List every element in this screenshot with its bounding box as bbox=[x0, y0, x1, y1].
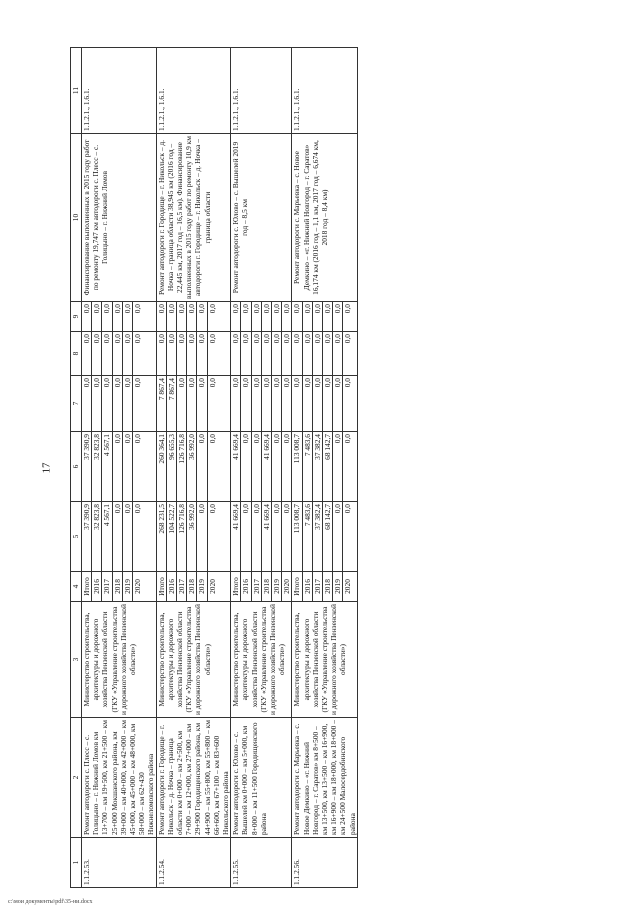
table-row bbox=[292, 48, 357, 888]
regional-budget-value: 260 364,1 bbox=[157, 432, 167, 501]
column-number: 7 bbox=[71, 376, 82, 432]
column-number: 11 bbox=[71, 48, 82, 134]
other-sources-value: 0,0 bbox=[166, 302, 176, 331]
expected-result: Ремонт автодороги г. Городище – г. Никольск – д. Ночка – граница области 38,945 км (2016 год – 22,445 км, 2017 год – 16,5 км). Финансирование выполненных в 2015 году работ по ремонту 10,9 км автодороги г. Городище – г. Никольск – д. Ночка – граница области bbox=[156, 134, 231, 302]
federal-budget-value: 0,0 bbox=[261, 376, 271, 431]
year bbox=[231, 572, 292, 602]
regional-budget-value: 32 823,8 bbox=[92, 432, 102, 501]
total-amount-value: 268 231,5 bbox=[157, 502, 167, 571]
regional-budget-value: 0,0 bbox=[197, 432, 207, 501]
year-value: 2016 bbox=[302, 572, 312, 601]
federal-budget-value: 0,0 bbox=[272, 376, 282, 431]
total-amount-value: 126 716,8 bbox=[177, 502, 187, 571]
federal-budget-value: 0,0 bbox=[231, 376, 241, 431]
year bbox=[156, 572, 231, 602]
local-budget bbox=[231, 332, 292, 376]
measure-name: Ремонт автодороги с. Плесс – с. Голицыно – г. Нижний Ломов км 13+700 – км 19+500, км 21+500 – км 25+000 Мокшанского района, км 39+000 – км 40+000, км 42+000 – км 45+000, км 45+000 – км 48+000, км 58+000 – км 62+430 Нижнеломовского района bbox=[82, 718, 157, 838]
local-budget-value: 0,0 bbox=[207, 334, 217, 344]
other-sources-value: 0,0 bbox=[112, 302, 122, 331]
task-numbers: 1.1.2.1., 1.6.1. bbox=[231, 48, 292, 134]
total-amount-value: 0,0 bbox=[197, 502, 207, 571]
local-budget-value: 0,0 bbox=[282, 334, 292, 344]
total-amount-value: 37 382,4 bbox=[312, 502, 322, 571]
federal-budget bbox=[231, 376, 292, 432]
other-sources-value: 0,0 bbox=[343, 304, 353, 314]
other-sources-value: 0,0 bbox=[251, 302, 261, 331]
year-value: Итого bbox=[82, 572, 92, 601]
table-row bbox=[231, 48, 292, 888]
year-value: 2020 bbox=[207, 579, 217, 594]
year-value: 2016 bbox=[166, 572, 176, 601]
other-sources bbox=[231, 302, 292, 332]
local-budget-value: 0,0 bbox=[187, 332, 197, 375]
regional-budget-value: 96 655,3 bbox=[166, 432, 176, 501]
other-sources-value: 0,0 bbox=[302, 302, 312, 331]
year-value: 2017 bbox=[102, 572, 112, 601]
year bbox=[82, 572, 157, 602]
local-budget-value: 0,0 bbox=[82, 332, 92, 375]
federal-budget bbox=[156, 376, 231, 432]
local-budget-value: 0,0 bbox=[102, 332, 112, 375]
local-budget-value: 0,0 bbox=[272, 332, 282, 375]
regional-budget-value: 36 992,0 bbox=[187, 432, 197, 501]
regional-budget-value: 0,0 bbox=[282, 434, 292, 444]
total-amount-value: 0,0 bbox=[343, 504, 353, 514]
measure-name: Ремонт автодороги г. Городище – г. Никольск – д. Ночка – граница области км 0+000 – км 2+500, км 7+000 – км 12+000, км 27+000 – км 29+900 Городищенского района, км 44+900 – км 55+800, км 55+800 – км 66+600, км 67+100 – км 83+600 Никольского района bbox=[156, 718, 231, 838]
regional-budget-value: 0,0 bbox=[333, 432, 343, 501]
column-number: 6 bbox=[71, 432, 82, 502]
other-sources-value: 0,0 bbox=[231, 302, 241, 331]
regional-budget-value: 0,0 bbox=[272, 432, 282, 501]
rotated-table-page bbox=[70, 48, 640, 888]
other-sources-value: 0,0 bbox=[323, 302, 333, 331]
other-sources-value: 0,0 bbox=[82, 302, 92, 331]
task-numbers: 1.1.2.1., 1.6.1. bbox=[292, 48, 357, 134]
federal-budget-value: 0,0 bbox=[187, 376, 197, 431]
other-sources-value: 0,0 bbox=[207, 304, 217, 314]
federal-budget-value: 0,0 bbox=[82, 376, 92, 431]
total-amount-value: 7 483,6 bbox=[302, 502, 312, 571]
year-value: 2019 bbox=[197, 572, 207, 601]
table-row bbox=[156, 48, 231, 888]
federal-budget-value: 0,0 bbox=[292, 376, 302, 431]
federal-budget-value: 0,0 bbox=[241, 376, 251, 431]
year-value: 2017 bbox=[312, 572, 322, 601]
other-sources bbox=[82, 302, 157, 332]
total-amount-value: 0,0 bbox=[207, 504, 217, 514]
responsible-executor: Министерство строительства, архитектуры и дорожного хозяйства Пензенской области (ГКУ «Управление строительства и дорожного хозяйства Пензенской области») bbox=[82, 602, 157, 718]
local-budget-value: 0,0 bbox=[343, 334, 353, 344]
regional-budget-value: 0,0 bbox=[112, 432, 122, 501]
federal-budget-value: 0,0 bbox=[251, 376, 261, 431]
year-value: 2018 bbox=[112, 572, 122, 601]
other-sources-value: 0,0 bbox=[282, 304, 292, 314]
other-sources-value: 0,0 bbox=[272, 302, 282, 331]
column-number-row bbox=[71, 48, 82, 888]
local-budget-value: 0,0 bbox=[166, 332, 176, 375]
federal-budget-value: 0,0 bbox=[112, 376, 122, 431]
year bbox=[292, 572, 357, 602]
other-sources bbox=[156, 302, 231, 332]
federal-budget-value: 0,0 bbox=[207, 378, 217, 388]
year-value: 2017 bbox=[251, 572, 261, 601]
local-budget-value: 0,0 bbox=[302, 332, 312, 375]
responsible-executor: Министерство строительства, архитектуры и дорожного хозяйства Пензенской области (ГКУ «Управление строительства и дорожного хозяйства Пензенской области») bbox=[156, 602, 231, 718]
federal-budget bbox=[292, 376, 357, 432]
federal-budget-value: 7 867,4 bbox=[166, 376, 176, 431]
local-budget-value: 0,0 bbox=[157, 332, 167, 375]
year-value: Итого bbox=[231, 572, 241, 601]
regional-budget bbox=[82, 432, 157, 502]
other-sources-value: 0,0 bbox=[261, 302, 271, 331]
regional-budget-value: 126 716,8 bbox=[177, 432, 187, 501]
year-value: Итого bbox=[157, 572, 167, 601]
local-budget-value: 0,0 bbox=[122, 332, 132, 375]
total-amount-value: 0,0 bbox=[133, 504, 143, 514]
year-value: 2016 bbox=[92, 572, 102, 601]
year-value: 2019 bbox=[272, 572, 282, 601]
regional-budget bbox=[231, 432, 292, 502]
local-budget-value: 0,0 bbox=[177, 332, 187, 375]
total-amount bbox=[156, 502, 231, 572]
column-number: 4 bbox=[71, 572, 82, 602]
local-budget bbox=[82, 332, 157, 376]
regional-budget-value: 0,0 bbox=[251, 432, 261, 501]
federal-budget-value: 0,0 bbox=[133, 378, 143, 388]
task-numbers: 1.1.2.1., 1.6.1. bbox=[156, 48, 231, 134]
local-budget-value: 0,0 bbox=[112, 332, 122, 375]
column-number: 3 bbox=[71, 602, 82, 718]
local-budget-value: 0,0 bbox=[312, 332, 322, 375]
expected-result: Ремонт автодороги с. Марьевка – с. Новое Демкино – «г. Нижний Новгород – г. Саратов» 16,174 км (2016 год – 1,1 км, 2017 год – 6,674 км, 2018 год – 8,4 км) bbox=[292, 134, 357, 302]
federal-budget bbox=[82, 376, 157, 432]
expected-result: Ремонт автодороги с. Юлово – с. Вышелей 2019 год – 8,5 км bbox=[231, 134, 292, 302]
total-amount-value: 0,0 bbox=[122, 502, 132, 571]
total-amount-value: 0,0 bbox=[112, 502, 122, 571]
measure-name: Ремонт автодороги с. Марьевка – с. Новое Демкино – «г. Нижний Новгород – г. Саратов» км 8+500 – км 13+500, км 13+500 – км 16+900, км 16+900 – км 18+000, км 18+000 – км 24+500 Малосердобинского района bbox=[292, 718, 357, 838]
page-number: 17 bbox=[40, 462, 53, 474]
row-code: 1.1.2.53. bbox=[82, 838, 157, 888]
local-budget-value: 0,0 bbox=[251, 332, 261, 375]
task-numbers: 1.1.2.1., 1.6.1. bbox=[82, 48, 157, 134]
other-sources-value: 0,0 bbox=[292, 302, 302, 331]
regional-budget-value: 0,0 bbox=[133, 434, 143, 444]
regional-budget-value: 37 390,9 bbox=[82, 432, 92, 501]
year-value: 2018 bbox=[323, 572, 333, 601]
other-sources bbox=[292, 302, 357, 332]
federal-budget-value: 0,0 bbox=[343, 378, 353, 388]
total-amount bbox=[292, 502, 357, 572]
year-value: 2018 bbox=[261, 572, 271, 601]
total-amount-value: 68 142,7 bbox=[323, 502, 333, 571]
total-amount-value: 36 992,0 bbox=[187, 502, 197, 571]
regional-budget-value: 4 567,1 bbox=[102, 432, 112, 501]
other-sources-value: 0,0 bbox=[333, 302, 343, 331]
other-sources-value: 0,0 bbox=[102, 302, 112, 331]
year-value: Итого bbox=[292, 572, 302, 601]
program-table bbox=[70, 47, 358, 888]
federal-budget-value: 7 867,4 bbox=[157, 376, 167, 431]
federal-budget-value: 0,0 bbox=[177, 376, 187, 431]
local-budget-value: 0,0 bbox=[197, 332, 207, 375]
other-sources-value: 0,0 bbox=[197, 302, 207, 331]
local-budget-value: 0,0 bbox=[133, 334, 143, 344]
total-amount-value: 0,0 bbox=[251, 502, 261, 571]
column-number: 2 bbox=[71, 718, 82, 838]
local-budget bbox=[292, 332, 357, 376]
footer-file-path: c:\мои документы\pdf\35-ни.docx bbox=[8, 899, 93, 905]
total-amount-value: 41 669,4 bbox=[261, 502, 271, 571]
federal-budget-value: 0,0 bbox=[323, 376, 333, 431]
year-value: 2020 bbox=[282, 579, 292, 594]
regional-budget-value: 113 008,7 bbox=[292, 432, 302, 501]
row-code: 1.1.2.56. bbox=[292, 838, 357, 888]
regional-budget-value: 41 669,4 bbox=[231, 432, 241, 501]
total-amount-value: 0,0 bbox=[333, 502, 343, 571]
responsible-executor: Министерство строительства, архитектуры и дорожного хозяйства Пензенской области (ГКУ «Управление строительства и дорожного хозяйства Пензенской области») bbox=[231, 602, 292, 718]
total-amount-value: 0,0 bbox=[241, 502, 251, 571]
local-budget bbox=[156, 332, 231, 376]
measure-name: Ремонт автодороги с. Юлово – с. Вышелей км 0+000 – км 5+000, км 8+000 – км 11+500 Городищенского района bbox=[231, 718, 292, 838]
total-amount-value: 37 390,9 bbox=[82, 502, 92, 571]
row-code: 1.1.2.54. bbox=[156, 838, 231, 888]
federal-budget-value: 0,0 bbox=[122, 376, 132, 431]
total-amount bbox=[82, 502, 157, 572]
year-value: 2016 bbox=[241, 572, 251, 601]
row-code: 1.1.2.55. bbox=[231, 838, 292, 888]
federal-budget-value: 0,0 bbox=[333, 376, 343, 431]
regional-budget-value: 41 669,4 bbox=[261, 432, 271, 501]
other-sources-value: 0,0 bbox=[187, 302, 197, 331]
other-sources-value: 0,0 bbox=[157, 302, 167, 331]
total-amount-value: 113 008,7 bbox=[292, 502, 302, 571]
federal-budget-value: 0,0 bbox=[197, 376, 207, 431]
other-sources-value: 0,0 bbox=[241, 302, 251, 331]
column-number: 5 bbox=[71, 502, 82, 572]
year-value: 2017 bbox=[177, 572, 187, 601]
total-amount bbox=[231, 502, 292, 572]
total-amount-value: 0,0 bbox=[282, 504, 292, 514]
local-budget-value: 0,0 bbox=[333, 332, 343, 375]
year-value: 2020 bbox=[133, 579, 143, 594]
year-value: 2018 bbox=[187, 572, 197, 601]
total-amount-value: 41 669,4 bbox=[231, 502, 241, 571]
local-budget-value: 0,0 bbox=[323, 332, 333, 375]
other-sources-value: 0,0 bbox=[92, 302, 102, 331]
year-value: 2019 bbox=[333, 572, 343, 601]
total-amount-value: 4 567,1 bbox=[102, 502, 112, 571]
local-budget-value: 0,0 bbox=[261, 332, 271, 375]
local-budget-value: 0,0 bbox=[92, 332, 102, 375]
regional-budget-value: 7 483,6 bbox=[302, 432, 312, 501]
column-number: 9 bbox=[71, 302, 82, 332]
regional-budget-value: 37 382,4 bbox=[312, 432, 322, 501]
table-row bbox=[82, 48, 157, 888]
column-number: 1 bbox=[71, 838, 82, 888]
column-number: 8 bbox=[71, 332, 82, 376]
local-budget-value: 0,0 bbox=[231, 332, 241, 375]
federal-budget-value: 0,0 bbox=[302, 376, 312, 431]
other-sources-value: 0,0 bbox=[177, 302, 187, 331]
federal-budget-value: 0,0 bbox=[102, 376, 112, 431]
regional-budget-value: 0,0 bbox=[207, 434, 217, 444]
regional-budget-value: 0,0 bbox=[343, 434, 353, 444]
regional-budget bbox=[292, 432, 357, 502]
regional-budget-value: 0,0 bbox=[122, 432, 132, 501]
responsible-executor: Министерство строительства, архитектуры и дорожного хозяйства Пензенской области (ГКУ «Управление строительства и дорожного хозяйства Пензенской области») bbox=[292, 602, 357, 718]
federal-budget-value: 0,0 bbox=[92, 376, 102, 431]
total-amount-value: 104 522,7 bbox=[166, 502, 176, 571]
other-sources-value: 0,0 bbox=[133, 304, 143, 314]
total-amount-value: 32 823,8 bbox=[92, 502, 102, 571]
regional-budget-value: 0,0 bbox=[241, 432, 251, 501]
local-budget-value: 0,0 bbox=[241, 332, 251, 375]
year-value: 2020 bbox=[343, 579, 353, 594]
year-value: 2019 bbox=[122, 572, 132, 601]
federal-budget-value: 0,0 bbox=[312, 376, 322, 431]
federal-budget-value: 0,0 bbox=[282, 378, 292, 388]
other-sources-value: 0,0 bbox=[312, 302, 322, 331]
regional-budget bbox=[156, 432, 231, 502]
column-number: 10 bbox=[71, 134, 82, 302]
expected-result: Финансирование выполненных в 2015 году работ по ремонту 19,747 км автодороги с. Плесс – с. Голицыно – г. Нижний Ломов bbox=[82, 134, 157, 302]
regional-budget-value: 68 142,7 bbox=[323, 432, 333, 501]
other-sources-value: 0,0 bbox=[122, 302, 132, 331]
total-amount-value: 0,0 bbox=[272, 502, 282, 571]
local-budget-value: 0,0 bbox=[292, 332, 302, 375]
